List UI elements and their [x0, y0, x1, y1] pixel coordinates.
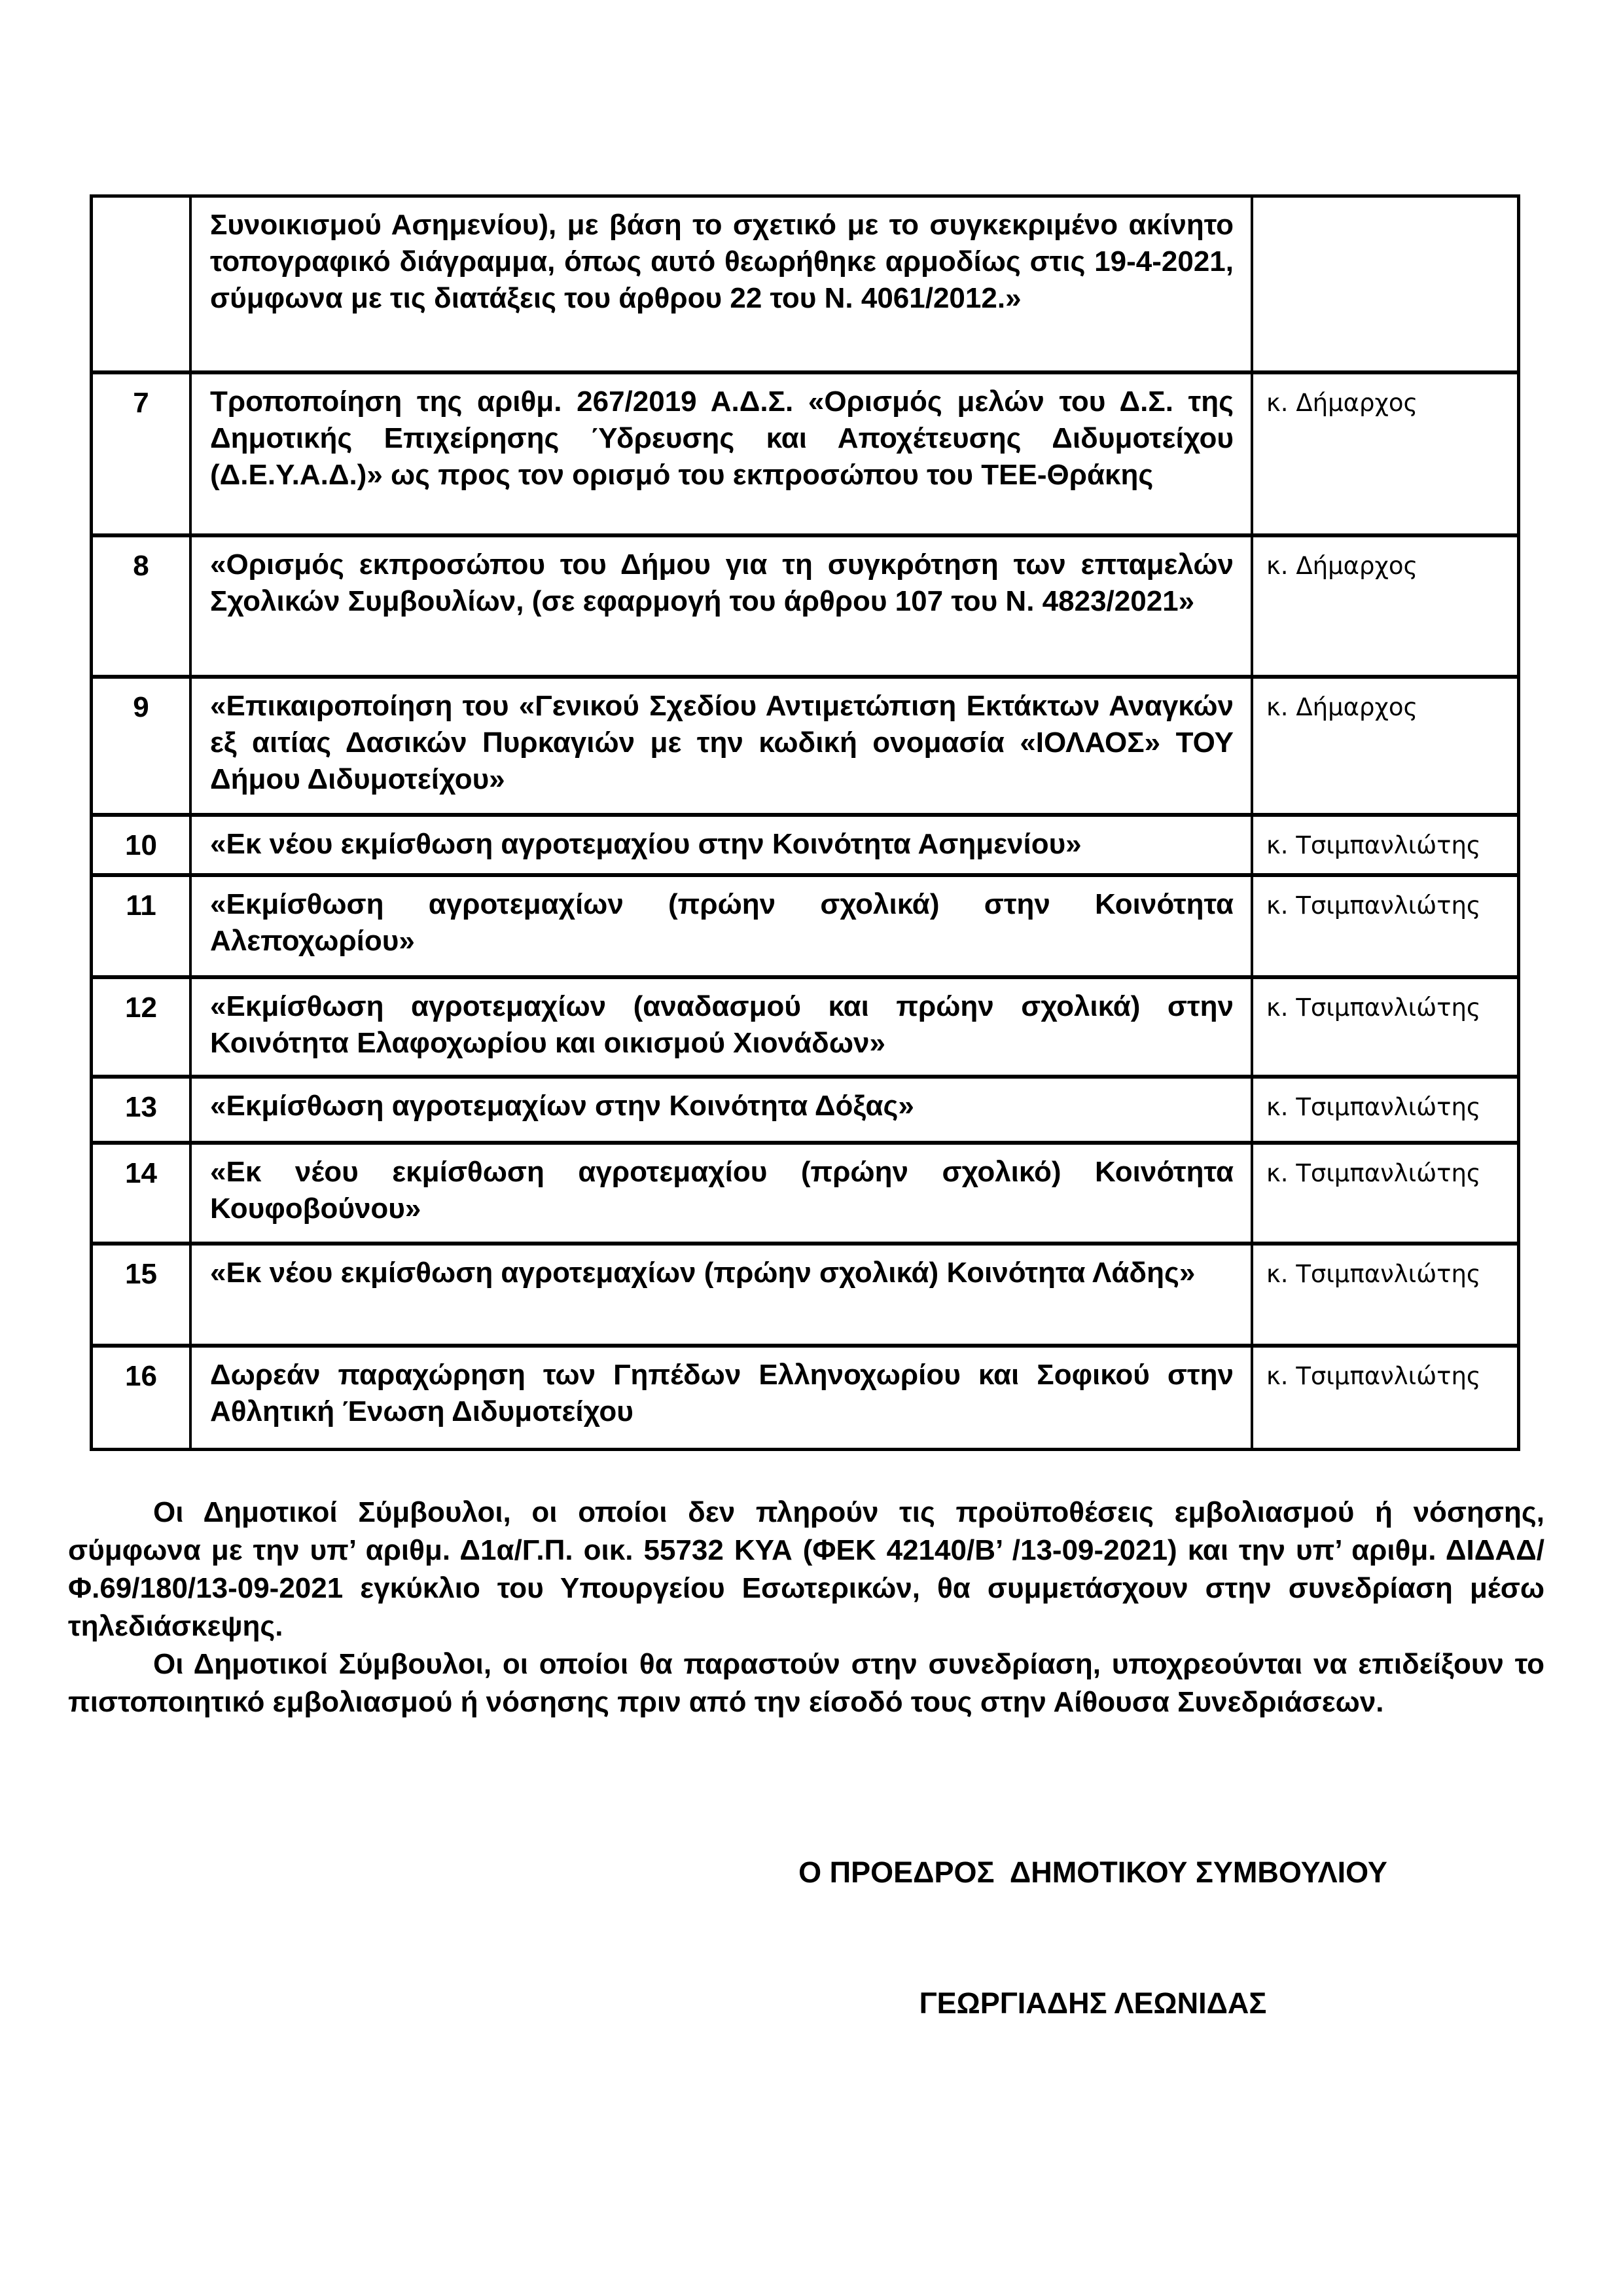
item-assignee-cell: κ. Δήμαρχος — [1253, 374, 1517, 537]
note-teleconference-paragraph: Οι Δημοτικοί Σύμβουλοι, οι οποίοι δεν πληρούν τις προϋποθέσεις εμβολιασμού ή νόσησης, σύμφωνα με την υπ’ αριθμ. Δ1α/Γ.Π. οικ. 55732 ΚΥΑ (ΦΕΚ 42140/Β’ /13-09-2021) και την υπ’ αριθμ. ΔΙΔΑΔ/Φ.69/180/13-09-2021 εγκύκλιο του Υπουργείου Εσωτερικών, θα συμμετάσχουν στην συνεδρίαση μέσω τηλεδιάσκεψης. — [68, 1496, 1544, 1642]
item-assignee-cell: κ. Τσιμπανλιώτης — [1253, 817, 1517, 877]
item-assignee-cell — [1253, 198, 1517, 374]
item-description-cell: «Εκ νέου εκμίσθωση αγροτεμαχίου στην Κοινότητα Ασημενίου» — [192, 817, 1253, 877]
item-assignee-cell: κ. Τσιμπανλιώτης — [1266, 1362, 1481, 1390]
item-description-cell: «Ορισμός εκπροσώπου του Δήμου για τη συγκρότηση των επταμελών Σχολικών Συμβουλίων, (σε εφαρμογή του άρθρου 107 του Ν. 4823/2021» — [192, 537, 1253, 679]
item-number-cell: 7 — [93, 374, 192, 537]
item-assignee-cell: κ. Τσιμπανλιώτης — [1253, 877, 1517, 979]
item-number-cell — [93, 198, 192, 374]
item-number-cell: 16 — [93, 1348, 192, 1448]
item-description-cell: «Εκμίσθωση αγροτεμαχίων (αναδασμού και πρώην σχολικά) στην Κοινότητα Ελαφοχωρίου και οικισμού Χιονάδων» — [192, 979, 1253, 1079]
item-description-cell: «Εκμίσθωση αγροτεμαχίων (πρώην σχολικά) στην Κοινότητα Αλεποχωρίου» — [192, 877, 1253, 979]
item-description-cell: «Εκ νέου εκμίσθωση αγροτεμαχίου (πρώην σχολικό) Κοινότητα Κουφοβούνου» — [192, 1145, 1253, 1246]
item-description-cell: Συνοικισμού Ασημενίου), με βάση το σχετικό με το συγκεκριμένο ακίνητο τοπογραφικό διάγραμμα, όπως αυτό θεωρήθηκε αρμοδίως στις 19-4-2021, σύμφωνα με τις διατάξεις του άρθρου 22 του Ν. 4061/2012.» — [192, 198, 1253, 374]
item-assignee-cell: κ. Δήμαρχος — [1253, 679, 1517, 817]
item-number-cell: 8 — [93, 537, 192, 679]
item-number-cell: 12 — [93, 979, 192, 1079]
item-description-cell: «Επικαιροποίηση του «Γενικού Σχεδίου Αντιμετώπιση Εκτάκτων Αναγκών εξ αιτίας Δασικών Πυρκαγιών με την κωδική ονομασία «ΙΟΛΑΟΣ» ΤΟΥ Δήμου Διδυμοτείχου» — [192, 679, 1253, 817]
item-number-cell: 13 — [93, 1079, 192, 1145]
item-description-cell: Τροποποίηση της αριθμ. 267/2019 Α.Δ.Σ. «Ορισμός μελών του Δ.Σ. της Δημοτικής Επιχείρησης Ύδρευσης και Αποχέτευσης Διδυμοτείχου (Δ.Ε.Υ.Α.Δ.)» ως προς τον ορισμό του εκπροσώπου του ΤΕΕ-Θράκης — [192, 374, 1253, 537]
item-assignee-cell: κ. Τσιμπανλιώτης — [1253, 1246, 1517, 1348]
item-number-cell: 9 — [93, 679, 192, 817]
item-description-cell: Δωρεάν παραχώρηση των Γηπέδων Ελληνοχωρίου και Σοφικού στην Αθλητική Ένωση Διδυμοτείχου — [192, 1348, 1253, 1448]
item-number-cell: 11 — [93, 877, 192, 979]
signature-title: Ο ΠΡΟΕΔΡΟΣ ΔΗΜΟΤΙΚΟΥ ΣΥΜΒΟΥΛΙΟΥ — [798, 1856, 1387, 1889]
item-number-cell: 15 — [93, 1246, 192, 1348]
item-assignee-cell: κ. Τσιμπανλιώτης — [1253, 1079, 1517, 1145]
item-assignee-cell: κ. Τσιμπανλιώτης — [1253, 1145, 1517, 1246]
item-number-cell: 14 — [93, 1145, 192, 1246]
participation-notes — [68, 1494, 1544, 1721]
item-number-cell: 10 — [93, 817, 192, 877]
item-assignee-cell: κ. Δήμαρχος — [1253, 537, 1517, 679]
agenda-items-table — [90, 194, 1520, 1451]
note-certificate-paragraph: Οι Δημοτικοί Σύμβουλοι, οι οποίοι θα παραστούν στην συνεδρίαση, υποχρεούνται να επιδείξουν το πιστοποιητικό εμβολιασμού ή νόσησης πριν από την είσοδό τους στην Αίθουσα Συνεδριάσεων. — [68, 1648, 1544, 1718]
signature-block — [654, 1854, 1531, 2022]
signature-name: ΓΕΩΡΓΙΑΔΗΣ ΛΕΩΝΙΔΑΣ — [919, 1986, 1267, 2020]
item-description-cell: «Εκ νέου εκμίσθωση αγροτεμαχίων (πρώην σχολικά) Κοινότητα Λάδης» — [192, 1246, 1253, 1348]
item-assignee-cell: κ. Τσιμπανλιώτης — [1253, 979, 1517, 1079]
item-description-cell: «Εκμίσθωση αγροτεμαχίων στην Κοινότητα Δόξας» — [192, 1079, 1253, 1145]
